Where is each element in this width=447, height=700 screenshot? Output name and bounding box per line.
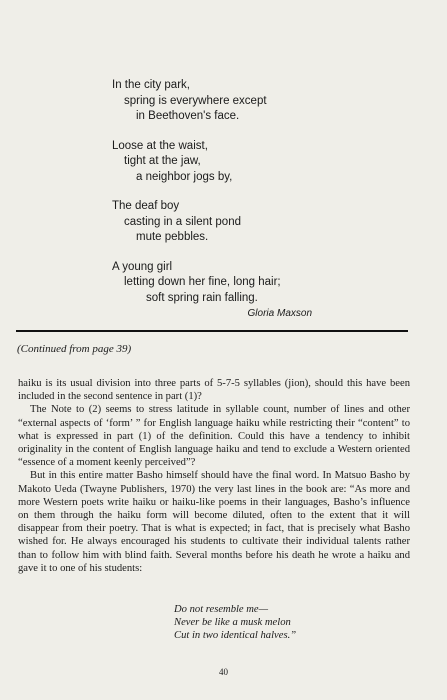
author-name: Gloria Maxson (247, 308, 312, 319)
haiku-line: letting down her fine, long hair; (124, 276, 281, 288)
paragraph: The Note to (2) seems to stress latitude in syllable count, number of lines and other “external aspects of ‘form’ ” for English language haiku while restricting their “content” to what is expressed in part (1) of the definition. Could this have a tendency to inhibit originality in the content of English language haiku and tend to exclude a Western oriented “essence of a moment keenly perceived”? (18, 404, 410, 469)
haiku-line: a neighbor jogs by, (136, 170, 233, 183)
continued-note: (Continued from page 39) (17, 343, 132, 355)
haiku-line: Loose at the waist, (112, 139, 208, 152)
page-number: 40 (219, 667, 228, 677)
haiku-line: mute pebbles. (136, 231, 209, 243)
haiku-line: In the city park, (112, 79, 190, 91)
section-divider (16, 330, 408, 332)
quote-line: Never be like a musk melon (174, 617, 291, 629)
haiku-stanza (112, 139, 412, 186)
quote-line: Do not resemble me— (174, 604, 269, 615)
paragraph: But in this entire matter Basho himself should have the final word. In Matsuo Basho by Makoto Ueda (Twayne Publishers, 1970) the very last lines in the book are: “As more and more Western poets write haiku or haiku-like poems in their languages, Basho’s influence on them through the haiku form will become diluted, often to the extent that it will disappear from their poetry. That is what is expected; in fact, that is precisely what Basho wished for. He always encouraged his students to cultivate their individual talents rather than to follow him with blind faith. Several months before his death he wrote a haiku and gave it to one of his students: (18, 470, 410, 574)
haiku-stanza (112, 199, 412, 246)
haiku-line: soft spring rain falling. (146, 291, 258, 304)
haiku-line: The deaf boy (112, 200, 180, 212)
paragraph: haiku is its usual division into three parts of 5-7-5 syllables (jion), should this have been included in the second sentence in part (1)? (18, 378, 410, 403)
article-body (18, 377, 410, 575)
quoted-haiku (174, 603, 296, 643)
poem-section (112, 78, 412, 320)
haiku-line: in Beethoven's face. (136, 110, 240, 122)
haiku-line: spring is everywhere except (124, 94, 267, 107)
haiku-stanza (112, 78, 412, 125)
quote-line: Cut in two identical halves.” (174, 630, 297, 642)
haiku-line: casting in a silent pond (124, 215, 241, 228)
haiku-stanza (112, 260, 412, 321)
haiku-line: tight at the jaw, (124, 155, 201, 167)
haiku-line: A young girl (112, 260, 173, 273)
